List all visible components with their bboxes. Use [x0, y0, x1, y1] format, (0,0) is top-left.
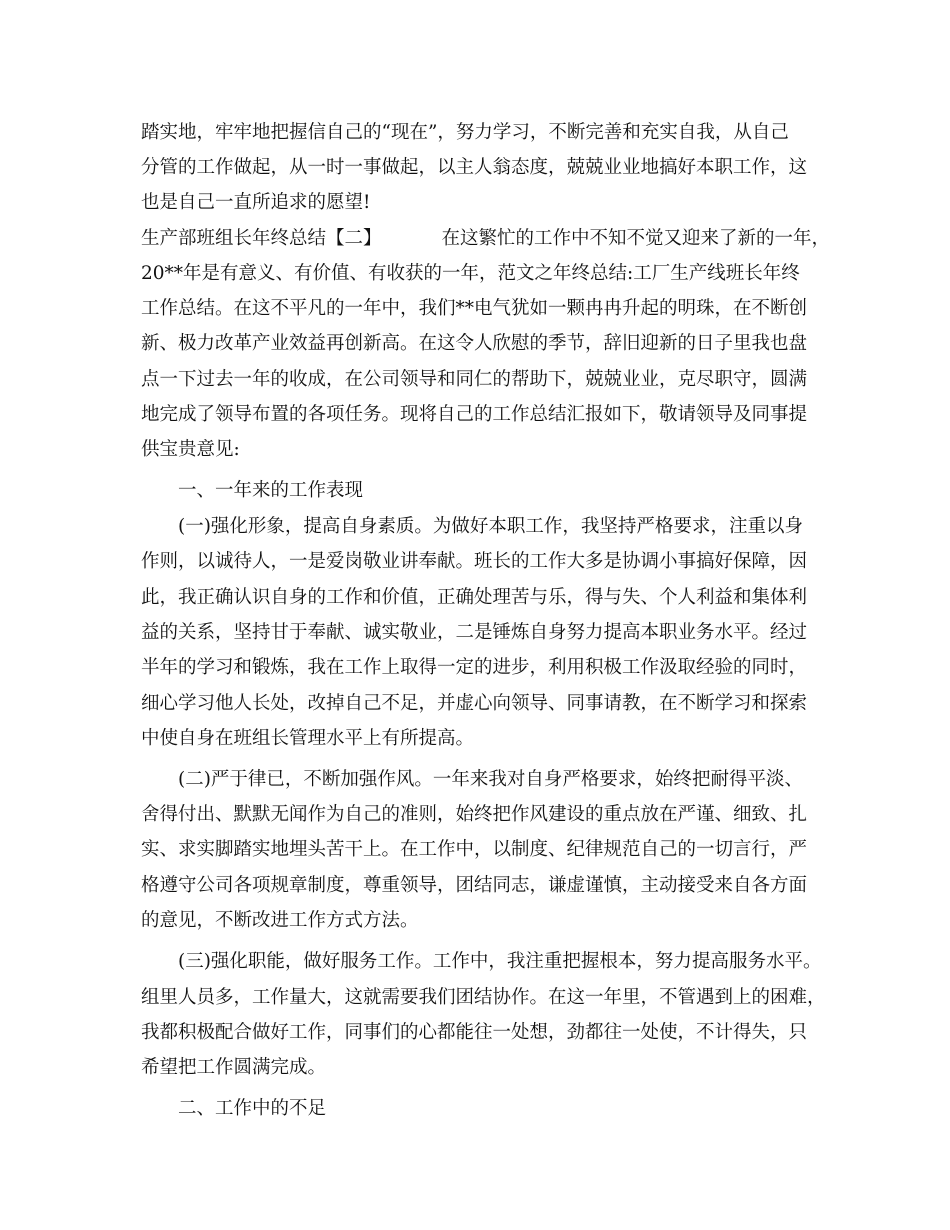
paragraph-line: 踏实地，牢牢地把握信自己的“现在”，努力学习，不断完善和充实自我，从自己 — [141, 122, 789, 143]
paragraph-line: 希望把工作圆满完成。 — [141, 1057, 327, 1078]
paragraph-line: 细心学习他人长处，改掉自己不足，并虚心向领导、同事请教，在不断学习和探索 — [141, 693, 808, 714]
section-title-line — [141, 227, 830, 251]
paragraph-line: (一)强化形象，提高自身素质。为做好本职工作，我坚持严格要求，注重以身 — [178, 516, 803, 537]
paragraph-line: (三)强化职能，做好服务工作。工作中，我注重把握根本，努力提高服务水平。 — [178, 951, 822, 972]
paragraph-line: 中使自身在班组长管理水平上有所提高。 — [141, 728, 475, 749]
paragraph-line: 组里人员多，工作量大，这就需要我们团结协作。在这一年里，不管遇到上的困难， — [141, 987, 826, 1008]
section-heading: 二、工作中的不足 — [178, 1098, 327, 1119]
paragraph-line: 也是自己一直所追求的愿望! — [141, 192, 371, 213]
paragraph-line: 在这繁忙的工作中不知不觉又迎来了新的一年， — [441, 228, 831, 249]
paragraph-line: 实、求实脚踏实地埋头苦干上。在工作中，以制度、纪律规范自己的一切言行，严 — [141, 839, 808, 860]
paragraph-line: 分管的工作做起，从一时一事做起，以主人翁态度，兢兢业业地搞好本职工作，这 — [141, 157, 808, 178]
paragraph-line: 地完成了领导布置的各项任务。现将自己的工作总结汇报如下，敬请领导及同事提 — [141, 404, 808, 425]
paragraph-line: 作则，以诚待人，一是爱岗敬业讲奉献。班长的工作大多是协调小事搞好保障，因 — [141, 551, 808, 572]
paragraph-line: (二)严于律已，不断加强作风。一年来我对自身严格要求，始终把耐得平淡、 — [178, 769, 803, 790]
section-heading: 一、一年来的工作表现 — [178, 480, 364, 501]
paragraph-line: 工作总结。在这不平凡的一年中，我们**电气犹如一颗冉冉升起的明珠，在不断创 — [141, 298, 808, 319]
paragraph-line: 益的关系，坚持甘于奉献、诚实敬业，二是锤炼自身努力提高本职业务水平。经过 — [141, 622, 808, 643]
paragraph-line: 我都积极配合做好工作，同事们的心都能往一处想，劲都往一处使，不计得失，只 — [141, 1022, 808, 1043]
paragraph-line: 舍得付出、默默无闻作为自己的准则，始终把作风建设的重点放在严谨、细致、扎 — [141, 804, 808, 825]
paragraph-line: 供宝贵意见: — [141, 439, 240, 460]
paragraph-line: 点一下过去一年的收成，在公司领导和同仁的帮助下，兢兢业业，克尽职守，圆满 — [141, 369, 808, 390]
paragraph-line: 此，我正确认识自身的工作和价值，正确处理苦与乐，得与失、个人利益和集体利 — [141, 587, 808, 608]
section-title: 生产部班组长年终总结【二】 — [141, 228, 382, 249]
paragraph-line: 20**年是有意义、有价值、有收获的一年，范文之年终总结:工厂生产线班长年终 — [141, 263, 800, 284]
paragraph-line: 新、极力改革产业效益再创新高。在这令人欣慰的季节，辞旧迎新的日子里我也盘 — [141, 333, 808, 354]
paragraph-line: 的意见，不断改进工作方式方法。 — [141, 910, 419, 931]
paragraph-line: 格遵守公司各项规章制度，尊重领导，团结同志，谦虚谨慎，主动接受来自各方面 — [141, 875, 808, 896]
paragraph-line: 半年的学习和锻炼，我在工作上取得一定的进步，利用积极工作汲取经验的同时， — [141, 657, 808, 678]
